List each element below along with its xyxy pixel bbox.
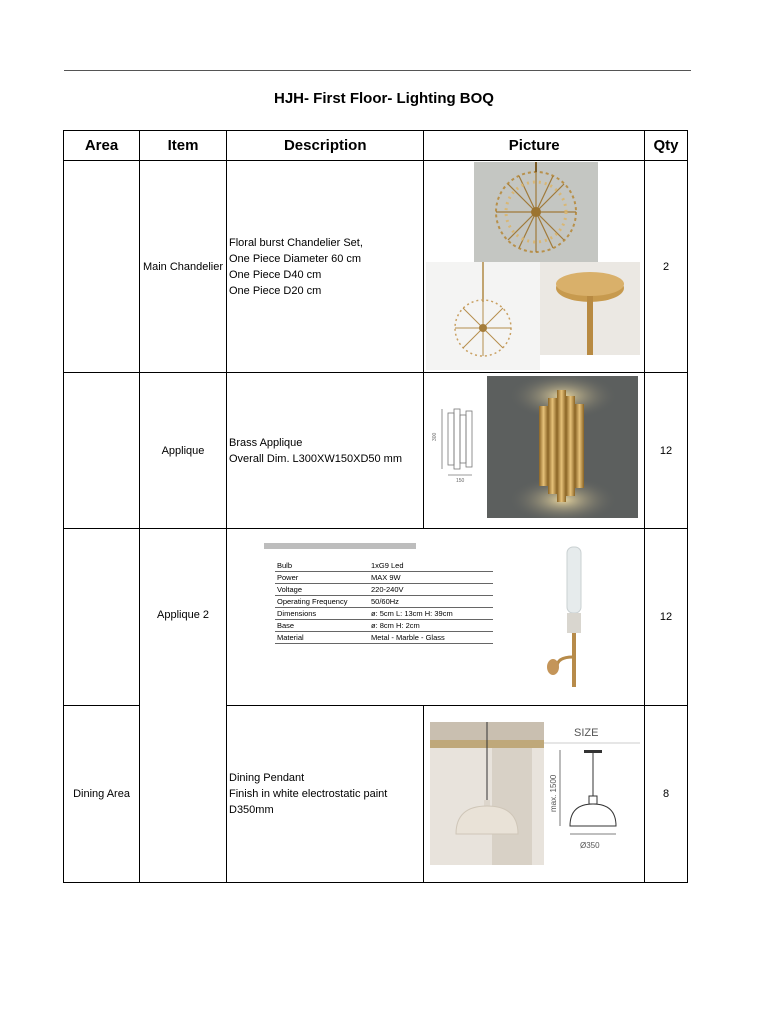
item-cell: Applique	[140, 373, 227, 529]
area-cell	[64, 373, 140, 529]
description-line: One Piece D20 cm	[229, 284, 322, 297]
header-picture: Picture	[424, 131, 645, 161]
spec-row: Base ø: 8cm H: 2cm	[275, 620, 493, 632]
description-line: Overall Dim. L300XW150XD50 mm	[229, 452, 403, 465]
pendant-photo	[430, 722, 544, 865]
table-row	[64, 161, 688, 373]
description-line: Floral burst Chandelier Set,	[229, 236, 363, 249]
top-rule	[64, 70, 691, 71]
table-row	[64, 373, 688, 529]
header-item: Item	[140, 131, 227, 161]
spec-sheet	[275, 560, 493, 644]
header-qty: Qty	[645, 131, 688, 161]
spec-row: Dimensions ø: 5cm L: 13cm H: 39cm	[275, 608, 493, 620]
drawing-width-label: 150	[456, 478, 465, 484]
qty-cell: 12	[645, 373, 688, 529]
description-line: Brass Applique	[229, 436, 303, 449]
spec-row: Material Metal - Marble - Glass	[275, 632, 493, 644]
document-title: HJH- First Floor- Lighting BOQ	[274, 90, 494, 107]
description-line: Finish in white electrostatic paint	[229, 788, 388, 800]
size-label: SIZE	[574, 727, 599, 739]
spec-row: Voltage 220-240V	[275, 584, 493, 596]
area-cell	[64, 161, 140, 373]
wall-lamp-photo	[537, 539, 617, 689]
spec-header-bar	[264, 543, 416, 549]
description-line: One Piece D40 cm	[229, 268, 322, 281]
description-cell	[227, 161, 424, 373]
item-cell: Applique 2	[140, 529, 227, 883]
qty-cell: 8	[645, 706, 688, 883]
table-row	[64, 529, 688, 706]
spec-row: Bulb 1xG9 Led	[275, 560, 493, 572]
picture-cell	[424, 373, 645, 529]
chandelier-pendant-photo	[426, 262, 540, 370]
table-header-row	[64, 131, 688, 161]
header-description: Description	[227, 131, 424, 161]
area-cell: Dining Area	[64, 706, 140, 883]
qty-cell: 12	[645, 529, 688, 706]
canopy-detail-photo	[540, 262, 640, 355]
description-line: Dining Pendant	[229, 772, 305, 784]
description-cell	[227, 706, 424, 883]
spec-row: Power MAX 9W	[275, 572, 493, 584]
description-line: One Piece Diameter 60 cm	[229, 252, 362, 265]
picture-cell	[424, 706, 645, 883]
spec-row: Operating Frequency 50/60Hz	[275, 596, 493, 608]
area-cell	[64, 529, 140, 706]
item-cell: Main Chandelier	[140, 161, 227, 373]
description-cell	[227, 373, 424, 529]
header-area: Area	[64, 131, 140, 161]
height-label: max. 1500	[549, 774, 559, 812]
applique-photo	[487, 376, 638, 518]
boq-table	[63, 130, 688, 883]
description-line: D350mm	[229, 804, 274, 816]
diameter-label: Ø350	[580, 841, 601, 850]
spec-picture-cell	[227, 529, 645, 706]
picture-cell	[424, 161, 645, 373]
drawing-height-label: 300	[432, 432, 439, 441]
qty-cell: 2	[645, 161, 688, 373]
pendant-drawing	[544, 722, 640, 865]
chandelier-photo	[474, 162, 598, 262]
